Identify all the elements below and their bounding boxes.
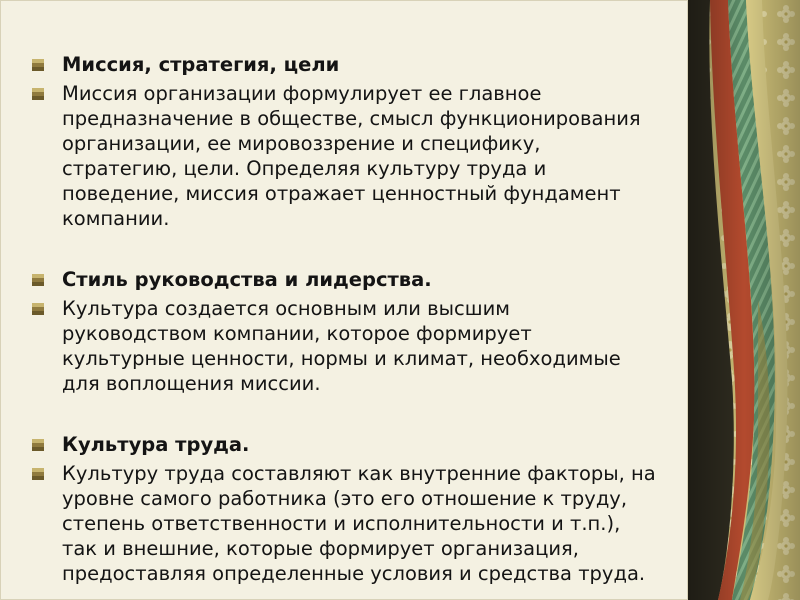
section-body-text: Культура создается основным или высшим руководством компании, которое формирует культурные ценности, нормы и климат, необходимые для воплощения миссии. [62, 297, 621, 395]
section-2-heading [30, 267, 660, 292]
section-heading-text: Миссия, стратегия, цели [62, 53, 340, 76]
section-heading-text: Стиль руководства и лидерства. [62, 268, 432, 291]
section-body-text: Миссия организации формулирует ее главное предназначение в обществе, смысл функционирования организации, ее мировоззрение и специфику, стратегию, цели. Определяя культуру труда и поведение, миссия отражает ценностный фундамент компании. [62, 82, 641, 230]
square-bullet-icon [32, 439, 44, 451]
section-body-text: Культуру труда составляют как внутренние факторы, на уровне самого работника (это его отношение к труду, степень ответственности и исполнительности и т.п.), так и внешние, которые формирует организация, предоставляя определенные условия и средства труда. [62, 462, 656, 585]
section-1-body [30, 81, 660, 231]
square-bullet-icon [32, 88, 44, 100]
section-1-heading [30, 52, 660, 77]
square-bullet-icon [32, 303, 44, 315]
square-bullet-icon [32, 59, 44, 71]
section-2-body [30, 296, 660, 396]
bullet-list [30, 52, 660, 586]
square-bullet-icon [32, 274, 44, 286]
section-heading-text: Культура труда. [62, 433, 250, 456]
section-3-body [30, 461, 660, 586]
section-3-heading [30, 432, 660, 457]
decorative-drapery-image [688, 0, 800, 600]
square-bullet-icon [32, 468, 44, 480]
